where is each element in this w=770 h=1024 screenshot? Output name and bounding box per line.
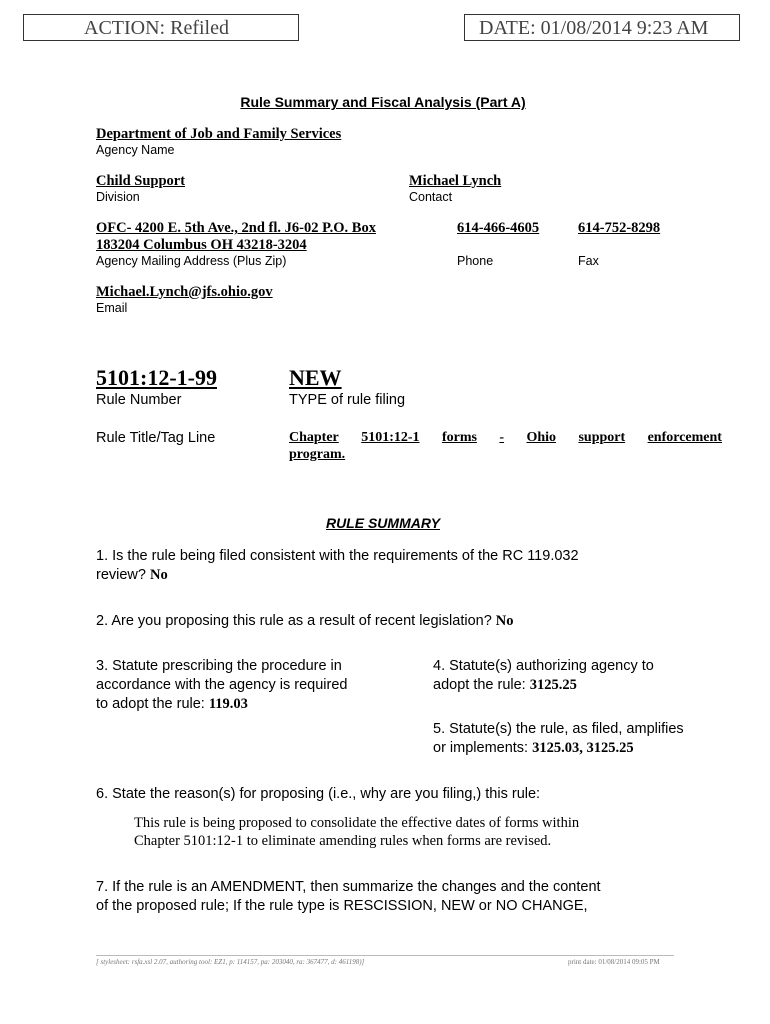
rule-title-word: Ohio xyxy=(526,430,557,445)
address-label: Agency Mailing Address (Plus Zip) xyxy=(96,254,287,268)
footer-stylesheet-info: [ stylesheet: rsfa.xsl 2.07, authoring tool: EZ1, p: 114157, pa: 203040, ra: 367477, d: 461198)] xyxy=(96,958,365,966)
question-7 xyxy=(96,878,601,916)
question-6-answer xyxy=(134,814,579,850)
agency-name: Department of Job and Family Services xyxy=(96,126,342,142)
question-5-answer: 3125.03, 3125.25 xyxy=(532,740,634,756)
question-1-line2: review? xyxy=(96,567,146,583)
division-name: Child Support xyxy=(96,173,186,189)
fax-label: Fax xyxy=(578,254,599,268)
fax-number: 614-752-8298 xyxy=(578,220,661,236)
date-box xyxy=(464,14,740,41)
rule-title-word: support xyxy=(578,430,626,445)
phone-label: Phone xyxy=(457,254,494,268)
question-4 xyxy=(433,657,654,695)
footer-print-date: print date: 01/08/2014 09:05 PM xyxy=(568,958,660,966)
rule-title-word: 5101:12-1 xyxy=(361,430,420,445)
rule-title-word: - xyxy=(499,430,505,445)
agency-name-label: Agency Name xyxy=(96,143,175,157)
action-box xyxy=(23,14,299,41)
rule-title-word: enforcement xyxy=(647,430,722,445)
rule-title-word: Chapter xyxy=(289,430,339,445)
rule-title-label: Rule Title/Tag Line xyxy=(96,430,216,446)
footer-divider xyxy=(96,955,674,956)
email-address: Michael.Lynch@jfs.ohio.gov xyxy=(96,284,273,300)
page-title: Rule Summary and Fiscal Analysis (Part A) xyxy=(240,94,526,110)
date-text: DATE: 01/08/2014 9:23 AM xyxy=(479,17,709,39)
email-label: Email xyxy=(96,301,128,315)
address-line1: OFC- 4200 E. 5th Ave., 2nd fl. J6-02 P.O. Box xyxy=(96,220,376,236)
question-1-line1: 1. Is the rule being filed consistent with the requirements of the RC 119.032 xyxy=(96,548,579,564)
phone-number: 614-466-4605 xyxy=(457,220,540,236)
rule-title-line2: program. xyxy=(289,447,346,462)
rule-number-label: Rule Number xyxy=(96,392,182,408)
address-line2: 183204 Columbus OH 43218-3204 xyxy=(96,237,307,253)
question-5-line1: 5. Statute(s) the rule, as filed, amplifies xyxy=(433,721,684,737)
question-3-line1: 3. Statute prescribing the procedure in xyxy=(96,658,342,674)
question-3-line2: accordance with the agency is required xyxy=(96,677,348,693)
question-2 xyxy=(96,612,514,631)
action-text: ACTION: Refiled xyxy=(84,17,229,39)
question-4-line2: adopt the rule: xyxy=(433,677,526,693)
question-6: 6. State the reason(s) for proposing (i.e., why are you filing,) this rule: xyxy=(96,786,541,802)
question-7-line1: 7. If the rule is an AMENDMENT, then summarize the changes and the content xyxy=(96,879,601,895)
question-2-answer: No xyxy=(495,613,514,629)
question-4-answer: 3125.25 xyxy=(529,677,577,693)
question-5 xyxy=(433,720,684,758)
question-3-answer: 119.03 xyxy=(208,696,248,712)
question-3 xyxy=(96,657,347,714)
question-3-line3: to adopt the rule: xyxy=(96,696,205,712)
question-1 xyxy=(96,547,579,585)
question-4-line1: 4. Statute(s) authorizing agency to xyxy=(433,658,654,674)
rule-type: NEW xyxy=(289,365,342,390)
question-1-answer: No xyxy=(150,567,168,583)
question-2-text: 2. Are you proposing this rule as a result of recent legislation? xyxy=(96,613,492,629)
rule-summary-heading: RULE SUMMARY xyxy=(325,515,441,531)
question-7-line2: of the proposed rule; If the rule type is RESCISSION, NEW or NO CHANGE, xyxy=(96,898,588,914)
contact-name: Michael Lynch xyxy=(409,173,502,189)
rule-title-line1 xyxy=(289,430,722,446)
question-6-answer-line2: Chapter 5101:12-1 to eliminate amending rules when forms are revised. xyxy=(134,833,552,849)
rule-number: 5101:12-1-99 xyxy=(96,365,217,390)
question-5-line2: or implements: xyxy=(433,740,529,756)
rule-title-word: forms xyxy=(441,430,477,445)
division-label: Division xyxy=(96,190,140,204)
rule-type-label: TYPE of rule filing xyxy=(289,392,406,408)
question-6-answer-line1: This rule is being proposed to consolidate the effective dates of forms within xyxy=(134,815,580,831)
contact-label: Contact xyxy=(409,190,453,204)
